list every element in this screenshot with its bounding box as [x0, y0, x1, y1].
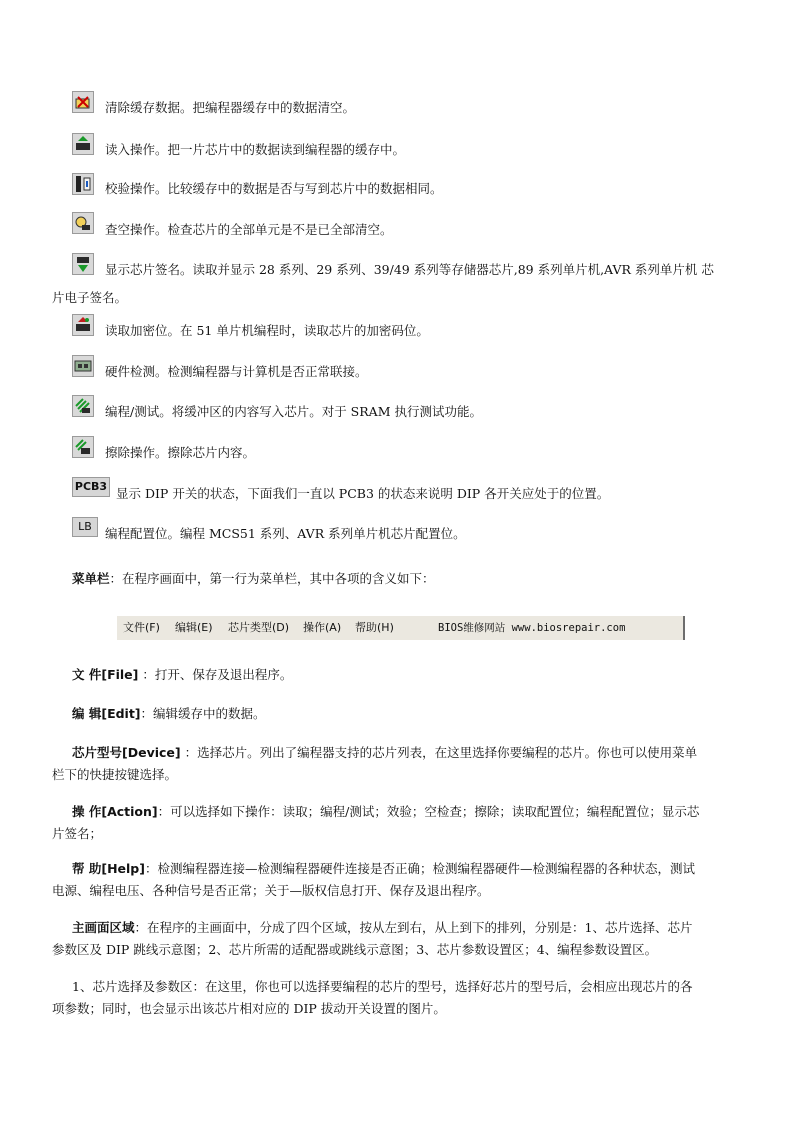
main-area-head: 主画面区域 — [72, 920, 135, 935]
read-chip-icon — [72, 133, 94, 155]
item-text: 显示芯片签名。读取并显示 28 系列、29 系列、39/49 系列等存储器芯片,89 系列单片机,AVR 系列单片机 芯 — [105, 262, 714, 277]
hardware-check-icon — [72, 355, 94, 377]
menu-edit: 编辑(E) — [175, 621, 213, 634]
verify-icon — [72, 173, 94, 195]
desc-text: ：打开、保存及退出程序。 — [142, 667, 293, 682]
menu-site: BIOS维修网站 www.biosrepair.com — [438, 622, 626, 634]
desc-head: 芯片型号[Device] — [72, 745, 181, 760]
read-lock-icon — [72, 314, 94, 336]
menu-intro — [72, 570, 435, 588]
program-test-icon — [72, 395, 94, 417]
section1-desc-cont: 项参数；同时，也会显示出该芯片相对应的 DIP 拔动开关设置的图片。 — [52, 1001, 446, 1016]
menu-help: 帮助(H) — [355, 621, 394, 634]
chip-signature-icon — [72, 253, 94, 275]
menu-file: 文件(F) — [123, 621, 160, 634]
menu-intro-text: ：在程序画面中，第一行为菜单栏，其中各项的含义如下： — [109, 571, 435, 586]
item-text: 查空操作。检查芯片的全部单元是不是已全部清空。 — [105, 222, 393, 237]
main-area-desc — [72, 919, 692, 937]
menu-desc-help-cont: 电源、编程电压、各种信号是否正常；关于—版权信息打开、保存及退出程序。 — [52, 883, 490, 898]
item-text: 清除缓存数据。把编程器缓存中的数据清空。 — [105, 100, 356, 115]
item-text: 显示 DIP 开关的状态，下面我们一直以 PCB3 的状态来说明 DIP 各开关应处于的位置。 — [116, 486, 610, 501]
menubar-screenshot — [117, 616, 685, 640]
menu-desc-file — [72, 666, 292, 684]
item-text: 编程配置位。编程 MCS51 系列、AVR 系列单片机芯片配置位。 — [105, 526, 466, 541]
desc-head: 操 作[Action] — [72, 804, 158, 819]
blank-check-icon — [72, 212, 94, 234]
desc-text: ：编辑缓存中的数据。 — [140, 706, 266, 721]
menu-desc-device-cont: 栏下的快捷按键选择。 — [52, 767, 178, 782]
pcb3-indicator: PCB3 — [72, 477, 110, 497]
item-text: 读取加密位。在 51 单片机编程时，读取芯片的加密码位。 — [105, 323, 429, 338]
desc-head: 帮 助[Help] — [72, 861, 145, 876]
item-text: 校验操作。比较缓存中的数据是否与写到芯片中的数据相同。 — [105, 181, 443, 196]
menu-desc-device — [72, 744, 697, 762]
item-text: 擦除操作。擦除芯片内容。 — [105, 445, 256, 460]
desc-head: 文 件[File] — [72, 667, 139, 682]
menu-desc-help — [72, 860, 695, 878]
erase-icon — [72, 436, 94, 458]
lb-indicator: LB — [72, 517, 98, 537]
menu-device: 芯片类型(D) — [228, 621, 290, 634]
clear-buffer-icon — [72, 91, 94, 113]
menu-desc-action — [72, 803, 699, 821]
menu-desc-action-cont: 片签名； — [52, 826, 103, 841]
item-text: 编程/测试。将缓冲区的内容写入芯片。对于 SRAM 执行测试功能。 — [105, 404, 482, 419]
item-text: 硬件检测。检测编程器与计算机是否正常联接。 — [105, 364, 368, 379]
menu-action: 操作(A) — [303, 621, 342, 634]
main-area-desc-cont: 参数区及 DIP 跳线示意图；2、芯片所需的适配器或跳线示意图；3、芯片参数设置区；4、编程参数设置区。 — [52, 942, 658, 957]
main-area-text: ：在程序的主画面中，分成了四个区域，按从左到右，从上到下的排列，分别是：1、芯片选择、芯片 — [134, 920, 693, 935]
desc-text: ：检测编程器连接—检测编程器硬件连接是否正确；检测编程器硬件—检测编程器的各种状态，测试 — [144, 861, 695, 876]
item-text: 读入操作。把一片芯片中的数据读到编程器的缓存中。 — [105, 142, 406, 157]
menu-intro-head: 菜单栏 — [72, 571, 110, 586]
desc-text: ：可以选择如下操作：读取；编程/测试；效验；空检查；擦除；读取配置位；编程配置位；显示芯 — [157, 804, 700, 819]
section1-desc: 1、芯片选择及参数区：在这里，你也可以选择要编程的芯片的型号，选择好芯片的型号后，会相应出现芯片的各 — [72, 979, 693, 994]
desc-head: 编 辑[Edit] — [72, 706, 141, 721]
desc-text: ：选择芯片。列出了编程器支持的芯片列表，在这里选择你要编程的芯片。你也可以使用菜单 — [184, 745, 698, 760]
item-text-cont: 片电子签名。 — [52, 290, 128, 305]
menu-desc-edit — [72, 705, 266, 723]
